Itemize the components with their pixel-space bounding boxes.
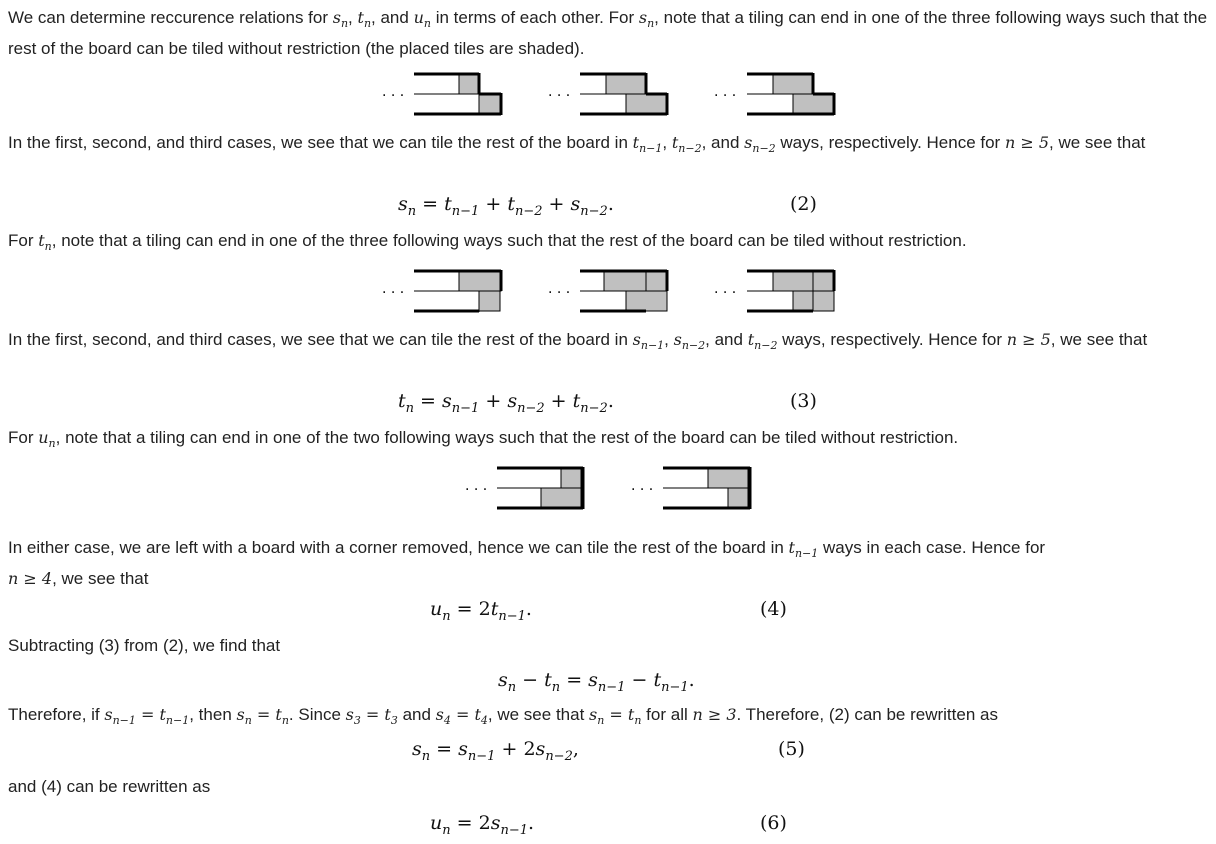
text: ways, respectively. Hence for bbox=[777, 330, 1007, 349]
math-sub: n bbox=[421, 749, 431, 764]
equation-4: $u_n = 2t_{n-1}$. bbox=[430, 598, 532, 624]
math-var: s bbox=[570, 193, 581, 215]
t-tiling-case-3 bbox=[714, 270, 834, 311]
math-coef: 2 bbox=[478, 598, 491, 620]
math-var: t bbox=[572, 390, 581, 412]
text: In the first, second, and third cases, we see that we can tile the rest of the board in bbox=[8, 330, 633, 349]
text: , note that a tiling can end in one of the two following ways such that the rest of the board can be tiled without restriction. bbox=[55, 428, 959, 447]
math-var: s bbox=[632, 330, 641, 349]
t-tiling-figure bbox=[380, 265, 840, 317]
math-var: s bbox=[673, 330, 682, 349]
equation-6: $u_n = 2s_{n-1}$. bbox=[430, 812, 535, 838]
t-tiling-case-2 bbox=[548, 270, 667, 311]
math-coef: 2 bbox=[478, 812, 491, 834]
math-var: t bbox=[747, 330, 755, 349]
math-var: s bbox=[638, 8, 648, 27]
text: In either case, we are left with a board with a corner removed, hence we can tile the rest of the board in bbox=[8, 538, 789, 557]
math-condition: n ≥ 5 bbox=[1006, 330, 1051, 349]
math-var: t bbox=[544, 669, 552, 691]
math-sub: n bbox=[423, 17, 431, 30]
math-var: s bbox=[507, 390, 518, 412]
text: In the first, second, and third cases, we see that we can tile the rest of the board in bbox=[8, 133, 633, 152]
math-var: s bbox=[435, 705, 444, 724]
math-sub: n−2 bbox=[580, 204, 608, 219]
math-sub: n bbox=[405, 401, 415, 416]
math-sub: n bbox=[507, 680, 517, 695]
equation-number-2: (2) bbox=[790, 193, 817, 215]
therefore-paragraph: Therefore, if $s_{n-1} = t_{n-1}$, then $s_n = t_n$. Since $s_3 = t_3$ and $s_4 = t_4$, we see that $s_n = t_n$ for all n ≥ 3. Therefore, (2) can be rewritten as bbox=[8, 705, 998, 727]
equation-3: $t_n = s_{n-1} + s_{n-2} + t_{n-2}$. bbox=[398, 390, 614, 416]
math-condition: n ≥ 3 bbox=[692, 705, 737, 724]
equation-number-5: (5) bbox=[778, 738, 805, 760]
math-sub: n−2 bbox=[754, 339, 778, 352]
svg-text:. . .: . . . bbox=[382, 281, 405, 297]
text: , note that a tiling can end in one of the three following ways such that the rest of the board can be tiled without restriction (the placed tiles are shaded). bbox=[8, 8, 1208, 58]
math-var: t bbox=[357, 8, 364, 27]
math-sub: 3 bbox=[390, 714, 398, 727]
text: , we see that bbox=[487, 705, 590, 724]
math-var: s bbox=[588, 669, 598, 691]
math-var: s bbox=[458, 738, 468, 760]
s-tiling-figure bbox=[380, 68, 840, 120]
math-sub: n−1 bbox=[467, 749, 496, 764]
math-var: t bbox=[275, 705, 282, 724]
math-condition: n ≥ 5 bbox=[1004, 133, 1050, 152]
text: , we see that bbox=[52, 569, 149, 588]
math-var: t bbox=[788, 538, 795, 557]
svg-text:. . .: . . . bbox=[548, 281, 571, 297]
text: , bbox=[664, 330, 674, 349]
text: , then bbox=[189, 705, 237, 724]
text: , we see that bbox=[1050, 330, 1148, 349]
text: For bbox=[8, 428, 39, 447]
equation-difference: $s_n - t_n = s_{n-1} - t_{n-1}$. bbox=[498, 669, 695, 695]
u-tiling-case-2 bbox=[631, 467, 750, 509]
t-intro-paragraph bbox=[8, 228, 1208, 259]
math-sub: 3 bbox=[353, 714, 361, 727]
math-sub: n−1 bbox=[165, 714, 190, 727]
math-var: s bbox=[398, 193, 408, 215]
math-condition: n ≥ 4 bbox=[8, 569, 53, 588]
svg-text:. . .: . . . bbox=[382, 84, 405, 100]
math-coef: 2 bbox=[523, 738, 536, 760]
math-sub: n bbox=[634, 714, 642, 727]
text: , note that a tiling can end in one of the three following ways such that the rest of the board can be tiled without restriction. bbox=[51, 231, 967, 250]
math-sub: 4 bbox=[480, 714, 488, 727]
s-tiling-case-3 bbox=[714, 73, 834, 115]
math-sub: n−2 bbox=[681, 339, 706, 352]
subtracting-paragraph: Subtracting (3) from (2), we find that bbox=[8, 636, 281, 655]
math-sub: 4 bbox=[443, 714, 451, 727]
math-sub: n−1 bbox=[794, 547, 819, 560]
math-var: t bbox=[38, 231, 45, 250]
math-sub: n bbox=[281, 714, 289, 727]
text: For bbox=[8, 231, 39, 250]
math-sub: n bbox=[44, 240, 52, 253]
svg-text:. . .: . . . bbox=[714, 84, 737, 100]
math-sub: n−2 bbox=[580, 401, 608, 416]
math-var: t bbox=[474, 705, 481, 724]
math-sub: n−1 bbox=[640, 339, 665, 352]
text: Therefore, if bbox=[8, 705, 105, 724]
math-var: s bbox=[744, 133, 753, 152]
equation-number-3: (3) bbox=[790, 390, 817, 412]
math-var: t bbox=[490, 598, 499, 620]
s-tiling-case-2 bbox=[548, 73, 667, 115]
text: We can determine reccurence relations for bbox=[8, 8, 333, 27]
intro-paragraph bbox=[8, 5, 1208, 61]
math-var: t bbox=[159, 705, 166, 724]
equation-number-6: (6) bbox=[760, 812, 787, 834]
equation-2: $s_n = t_{n-1} + t_{n-2} + s_{n-2}$. bbox=[398, 193, 614, 219]
text: , and bbox=[371, 8, 414, 27]
text: in terms of each other. For bbox=[430, 8, 639, 27]
math-sub: n bbox=[244, 714, 252, 727]
math-sub: n−2 bbox=[514, 204, 543, 219]
math-var: s bbox=[498, 669, 508, 691]
math-sub: n−1 bbox=[451, 204, 480, 219]
math-sub: n−1 bbox=[498, 609, 526, 624]
text: . Therefore, (2) can be rewritten as bbox=[736, 705, 998, 724]
math-var: t bbox=[398, 390, 406, 412]
svg-text:. . .: . . . bbox=[631, 478, 654, 494]
math-var: s bbox=[535, 738, 546, 760]
u-tiling-case-1 bbox=[465, 467, 583, 509]
math-sub: n bbox=[407, 204, 417, 219]
text: , bbox=[348, 8, 358, 27]
math-var: s bbox=[236, 705, 245, 724]
math-sub: n−2 bbox=[752, 142, 776, 155]
math-sub: n−1 bbox=[112, 714, 136, 727]
math-var: u bbox=[38, 428, 49, 447]
text: . Since bbox=[288, 705, 346, 724]
math-sub: n−1 bbox=[597, 680, 626, 695]
math-var: u bbox=[430, 812, 443, 834]
u-tiling-figure bbox=[463, 462, 763, 514]
math-sub: n−2 bbox=[545, 749, 573, 764]
math-sub: n−1 bbox=[639, 142, 663, 155]
u-intro-paragraph bbox=[8, 425, 1208, 456]
math-var: s bbox=[412, 738, 422, 760]
math-var: t bbox=[653, 669, 662, 691]
math-var: s bbox=[442, 390, 452, 412]
math-var: s bbox=[589, 705, 598, 724]
math-sub: n bbox=[340, 17, 349, 30]
math-sub: n−2 bbox=[517, 401, 545, 416]
math-sub: n bbox=[551, 680, 561, 695]
svg-text:. . .: . . . bbox=[465, 478, 488, 494]
math-var: s bbox=[345, 705, 354, 724]
math-sub: n−1 bbox=[451, 401, 480, 416]
math-var: s bbox=[490, 812, 501, 834]
math-var: u bbox=[413, 8, 424, 27]
math-var: t bbox=[671, 133, 679, 152]
math-var: t bbox=[632, 133, 640, 152]
t-cases-paragraph bbox=[8, 327, 1208, 358]
math-sub: n bbox=[442, 823, 451, 838]
math-sub: n−1 bbox=[661, 680, 689, 695]
text: , bbox=[662, 133, 672, 152]
math-sub: n bbox=[48, 437, 56, 450]
svg-text:. . .: . . . bbox=[548, 84, 571, 100]
math-sub: n bbox=[597, 714, 605, 727]
equation-5: $s_n = s_{n-1} + 2s_{n-2}$, bbox=[412, 738, 579, 764]
math-sub: n−2 bbox=[678, 142, 702, 155]
text: and bbox=[397, 705, 436, 724]
equation-number-4: (4) bbox=[760, 598, 787, 620]
u-cases-paragraph bbox=[8, 535, 1208, 591]
s-cases-paragraph bbox=[8, 130, 1208, 161]
rewritten-paragraph: and (4) can be rewritten as bbox=[8, 777, 211, 796]
math-var: t bbox=[444, 193, 452, 215]
math-var: s bbox=[104, 705, 113, 724]
text: , and bbox=[701, 133, 745, 152]
s-tiling-case-1 bbox=[382, 73, 501, 115]
math-sub: n bbox=[647, 17, 655, 30]
text: for all bbox=[641, 705, 693, 724]
text: ways, respectively. Hence for bbox=[775, 133, 1005, 152]
math-var: t bbox=[627, 705, 635, 724]
t-tiling-case-1 bbox=[382, 270, 501, 312]
math-var: s bbox=[332, 8, 341, 27]
math-var: u bbox=[430, 598, 443, 620]
math-sub: n−1 bbox=[500, 823, 529, 838]
text: , and bbox=[705, 330, 748, 349]
text: , we see that bbox=[1049, 133, 1146, 152]
math-sub: n bbox=[363, 17, 372, 30]
text: ways in each case. Hence for bbox=[818, 538, 1046, 557]
math-var: t bbox=[384, 705, 391, 724]
math-sub: n bbox=[442, 609, 451, 624]
svg-text:. . .: . . . bbox=[714, 281, 737, 297]
math-var: t bbox=[507, 193, 515, 215]
